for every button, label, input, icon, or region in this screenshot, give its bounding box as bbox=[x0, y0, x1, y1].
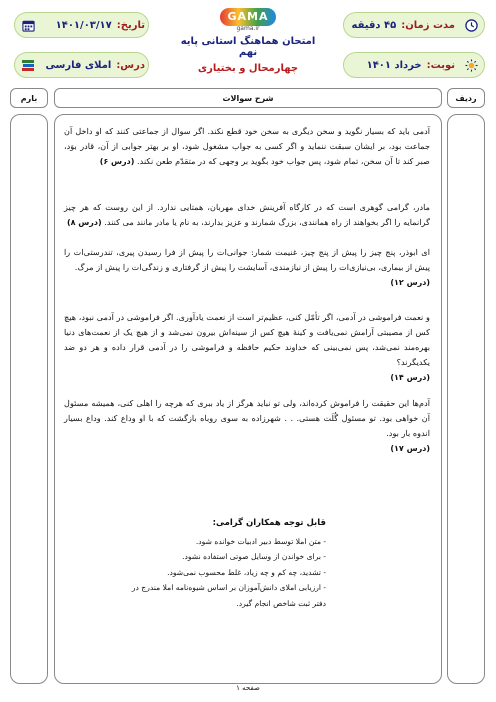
dictation-paragraph-1 bbox=[64, 124, 430, 169]
logo-subtext: gama.ir bbox=[236, 25, 260, 32]
duration-pill bbox=[343, 12, 485, 38]
subject-value: املای فارسی bbox=[45, 59, 112, 71]
paragraph-text: و نعمت فراموشی در آدمی، اگر تأمّل کنی، عظیم‌تر است از نعمت یادآوری. اگر فراموشی در آدمی نبود، هیچ کس از مصیبتی آرامش نمی‌یافت و کینهٔ هیچ کس از سینه‌اش بیرون نمی‌شد و از هیچ یک از نعمت‌های دنیا بهره‌مند نمی‌شد، پس نمی‌بینی که خداوند حکیم حافظه و فراموشی را در آدمی قرار داده و هر دو ضد یکدیگرند؟ bbox=[64, 312, 430, 367]
date-label: تاریخ: bbox=[116, 19, 145, 31]
duration-value: ۴۵ دقیقه bbox=[351, 19, 397, 31]
row-number-column bbox=[447, 114, 485, 684]
lesson-reference: (درس ۱۷) bbox=[390, 444, 430, 453]
note-item: - متن املا توسط دبیر ادبیات خوانده شود. bbox=[195, 536, 326, 546]
note-item: - ارزیابی املای دانش‌آموزان بر اساس شیوه‌نامه املا مندرج در دفتر ثبت شاخص انجام گیرد. bbox=[131, 583, 326, 608]
books-icon bbox=[21, 58, 35, 72]
shift-label: نوبت: bbox=[426, 59, 455, 71]
dictation-paragraph-5 bbox=[64, 396, 430, 456]
lesson-reference: (درس ۱۲) bbox=[390, 278, 430, 287]
dictation-paragraph-3 bbox=[64, 245, 430, 290]
region-title: چهارمحال و بختیاری bbox=[197, 63, 299, 74]
date-value: ۱۴۰۱/۰۳/۱۷ bbox=[55, 19, 112, 31]
subject-pill bbox=[14, 52, 149, 78]
paragraph-text: ای ابوذر، پنج چیز را پیش از پنج چیز، غنیمت شمار: جوانی‌ات را پیش از فرا رسیدن پیری، تندرستی‌ات را پیش از بیماری، بی‌نیازی‌ات را پیش از نیازمندی، آسایشت را پیش از گرفتاری و زندگی‌ات را پیش از مرگ. bbox=[64, 247, 430, 272]
dictation-paragraph-2 bbox=[64, 200, 430, 230]
teacher-notes bbox=[120, 516, 326, 611]
column-header-score: بارم bbox=[10, 88, 48, 108]
header-center bbox=[170, 8, 326, 74]
logo-text: GAMA bbox=[220, 8, 276, 26]
paragraph-text: مادر، گرامی گوهری است که در کارگاه آفرینش خدای مهربان، همتایی ندارد. از این روست که هر چیز گرانمایه را اگر بخواهند از راه همانندی، بزرگ شمارند و عزیز بدارند، به نام یا مادر مانند می کنند. bbox=[64, 202, 430, 227]
clock-icon bbox=[464, 18, 478, 32]
duration-label: مدت زمان: bbox=[401, 19, 455, 31]
lesson-reference: (درس ۶) bbox=[99, 157, 135, 166]
score-column bbox=[10, 114, 48, 684]
dictation-paragraph-4 bbox=[64, 310, 430, 385]
subject-label: درس: bbox=[116, 59, 145, 71]
page-number: صفحه ۱ bbox=[236, 684, 260, 692]
note-item: - برای خواندن از وسایل صوتی استفاده نشود. bbox=[182, 552, 326, 561]
column-header-row: ردیف bbox=[447, 88, 485, 108]
column-header-description: شرح سوالات bbox=[54, 88, 442, 108]
shift-value: خرداد ۱۴۰۱ bbox=[366, 59, 422, 71]
note-item: - تشدید، چه کم و چه زیاد، غلط محسوب نمی‌شود. bbox=[167, 567, 326, 577]
paragraph-text: آدم‌ها این حقیقت را فراموش کرده‌اند، ولی تو نباید هرگز از یاد ببری که هرچه را اهلی کنی، همیشه مسئول آن خواهی بود. تو مسئول گُلَت هستی. . . شهرزاده به سوی روباه بازگشت که با او وداع کند. وداع بسیار اندوه بار بود. bbox=[64, 398, 430, 438]
lesson-reference: (درس ۸) bbox=[66, 218, 102, 227]
gama-logo bbox=[220, 8, 276, 32]
notes-title: قابل توجه همکاران گرامی: bbox=[212, 518, 326, 528]
sun-icon bbox=[464, 58, 478, 72]
calendar-icon bbox=[21, 18, 35, 32]
date-pill bbox=[14, 12, 149, 38]
lesson-reference: (درس ۱۴) bbox=[390, 373, 430, 382]
paragraph-text: آدمی باید که بسیار نگوید و سخن دیگری به سخن خود قطع نکند. اگر سوال از جماعتی کنند که او داخل آن جماعت بود، بر ایشان سبقت ننماید و اگر کسی به جواب مشغول شود، او بر بهتر جوابی از آن، قادر بوَد، صبر کند تا آن سخن، تمام شود، پس جواب خود بگوید بر وجهی که در متقدّم طعن نکند. bbox=[64, 126, 430, 166]
shift-pill bbox=[343, 52, 485, 78]
exam-title: امتحان هماهنگ استانی پایه نهم bbox=[180, 36, 316, 58]
